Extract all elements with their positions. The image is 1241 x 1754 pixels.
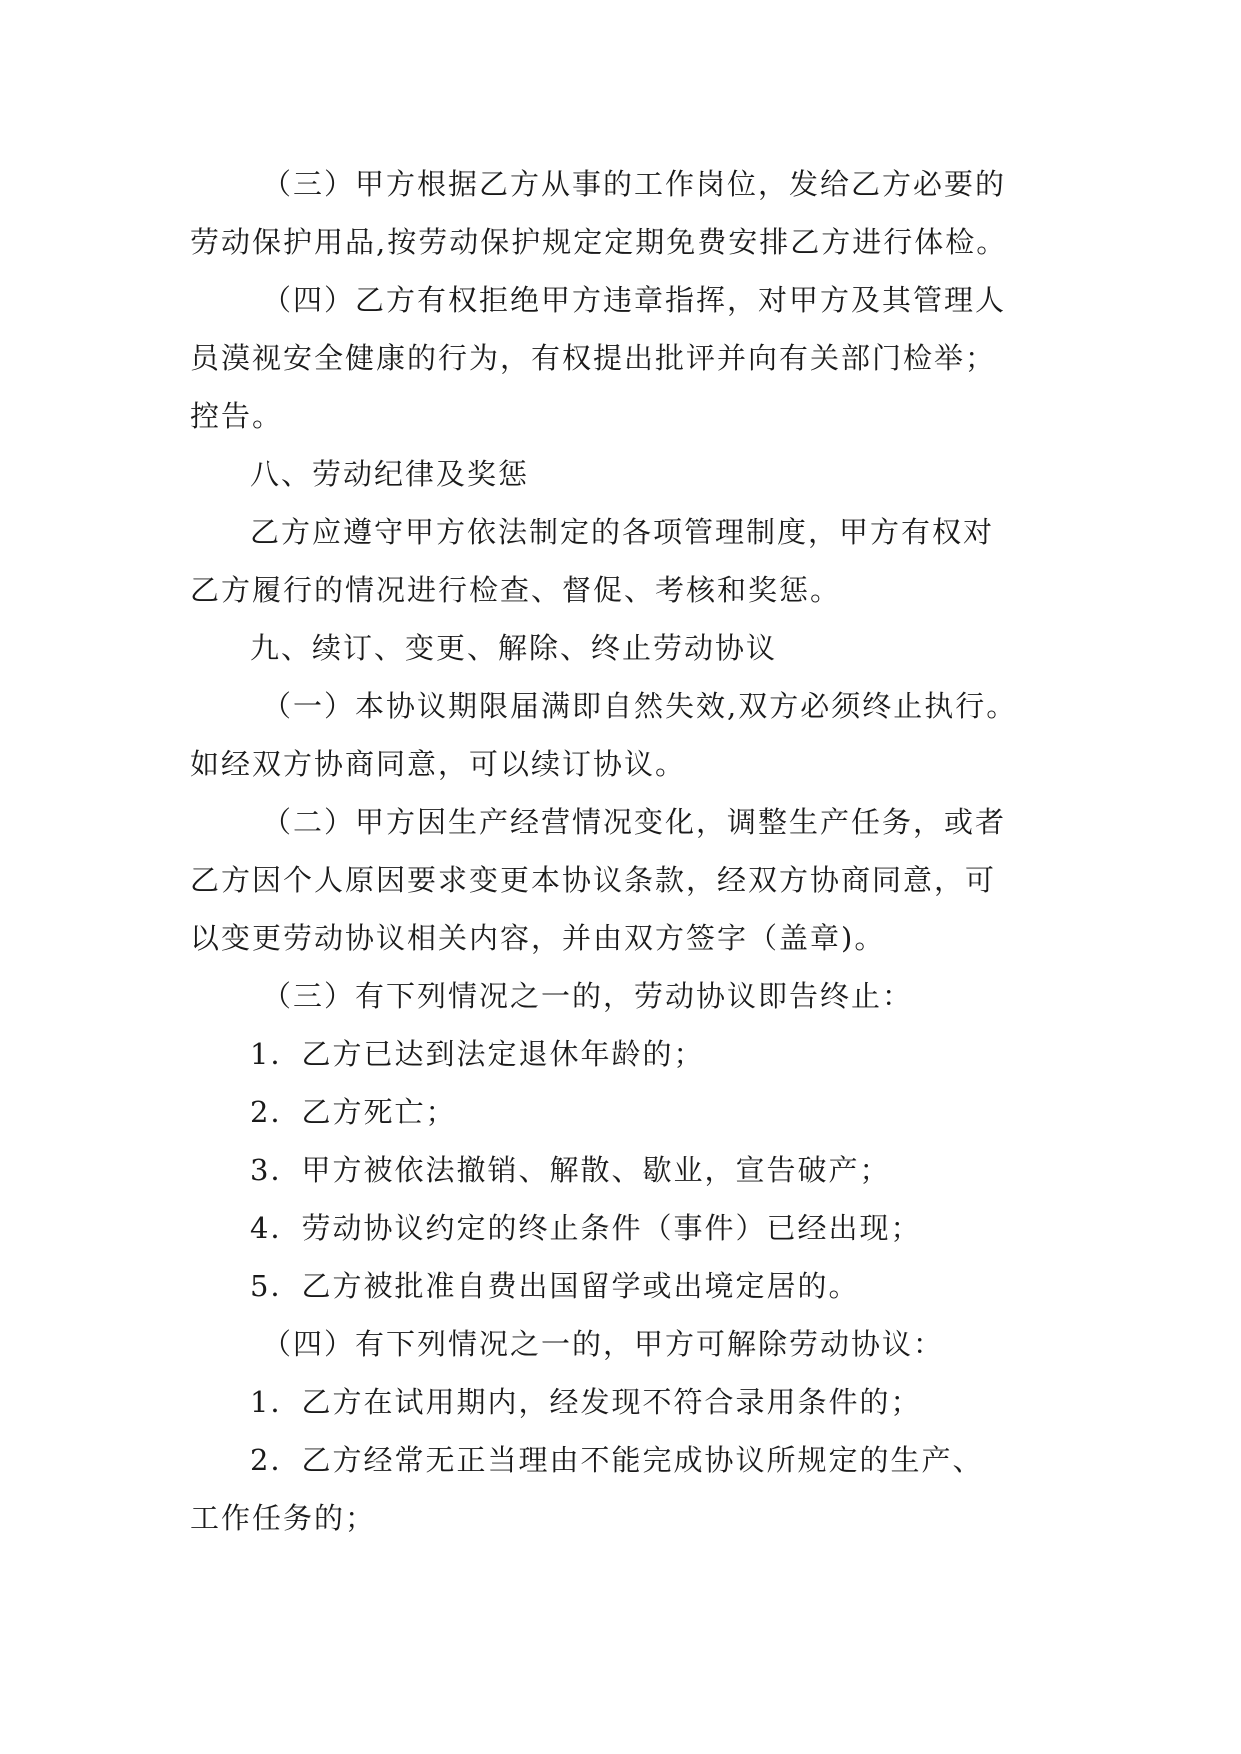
list-item: 5．乙方被批准自费出国留学或出境定居的。 xyxy=(250,1269,860,1303)
paragraph-line: 乙方因个人原因要求变更本协议条款，经双方协商同意，可 xyxy=(190,863,997,897)
list-item: 2．乙方经常无正当理由不能完成协议所规定的生产、 xyxy=(250,1443,984,1477)
paragraph-line: 乙方应遵守甲方依法制定的各项管理制度，甲方有权对 xyxy=(250,515,995,549)
paragraph-line: 乙方履行的情况进行检查、督促、考核和奖惩。 xyxy=(190,573,842,607)
paragraph-line: （一）本协议期限届满即自然失效,双方必须终止执行。 xyxy=(262,689,1018,723)
paragraph-line: （三）甲方根据乙方从事的工作岗位，发给乙方必要的 xyxy=(262,167,1007,201)
paragraph-line: 如经双方协商同意，可以续订协议。 xyxy=(190,747,687,781)
paragraph-line: （二）甲方因生产经营情况变化，调整生产任务，或者 xyxy=(262,805,1007,839)
list-item: 1．乙方在试用期内，经发现不符合录用条件的； xyxy=(250,1385,922,1419)
section-heading: 九、续订、变更、解除、终止劳动协议 xyxy=(250,631,778,665)
paragraph-line: 员漠视安全健康的行为，有权提出批评并向有关部门检举； xyxy=(190,341,997,375)
paragraph-line: 劳动保护用品,按劳动保护规定定期免费安排乙方进行体检。 xyxy=(190,225,1008,259)
section-heading: 八、劳动纪律及奖惩 xyxy=(250,457,530,491)
paragraph-line: 工作任务的； xyxy=(190,1501,377,1535)
paragraph-line: 控告。 xyxy=(190,399,284,433)
paragraph-line: （四）有下列情况之一的，甲方可解除劳动协议： xyxy=(262,1327,945,1361)
list-item: 1．乙方已达到法定退休年龄的； xyxy=(250,1037,705,1071)
paragraph-line: （三）有下列情况之一的，劳动协议即告终止： xyxy=(262,979,914,1013)
paragraph-line: （四）乙方有权拒绝甲方违章指挥，对甲方及其管理人 xyxy=(262,283,1007,317)
list-item: 4．劳动协议约定的终止条件（事件）已经出现； xyxy=(250,1211,922,1245)
list-item: 2．乙方死亡； xyxy=(250,1095,457,1129)
paragraph-line: 以变更劳动协议相关内容，并由双方签字（盖章)。 xyxy=(190,921,886,955)
list-item: 3．甲方被依法撤销、解散、歇业，宣告破产； xyxy=(250,1153,891,1187)
